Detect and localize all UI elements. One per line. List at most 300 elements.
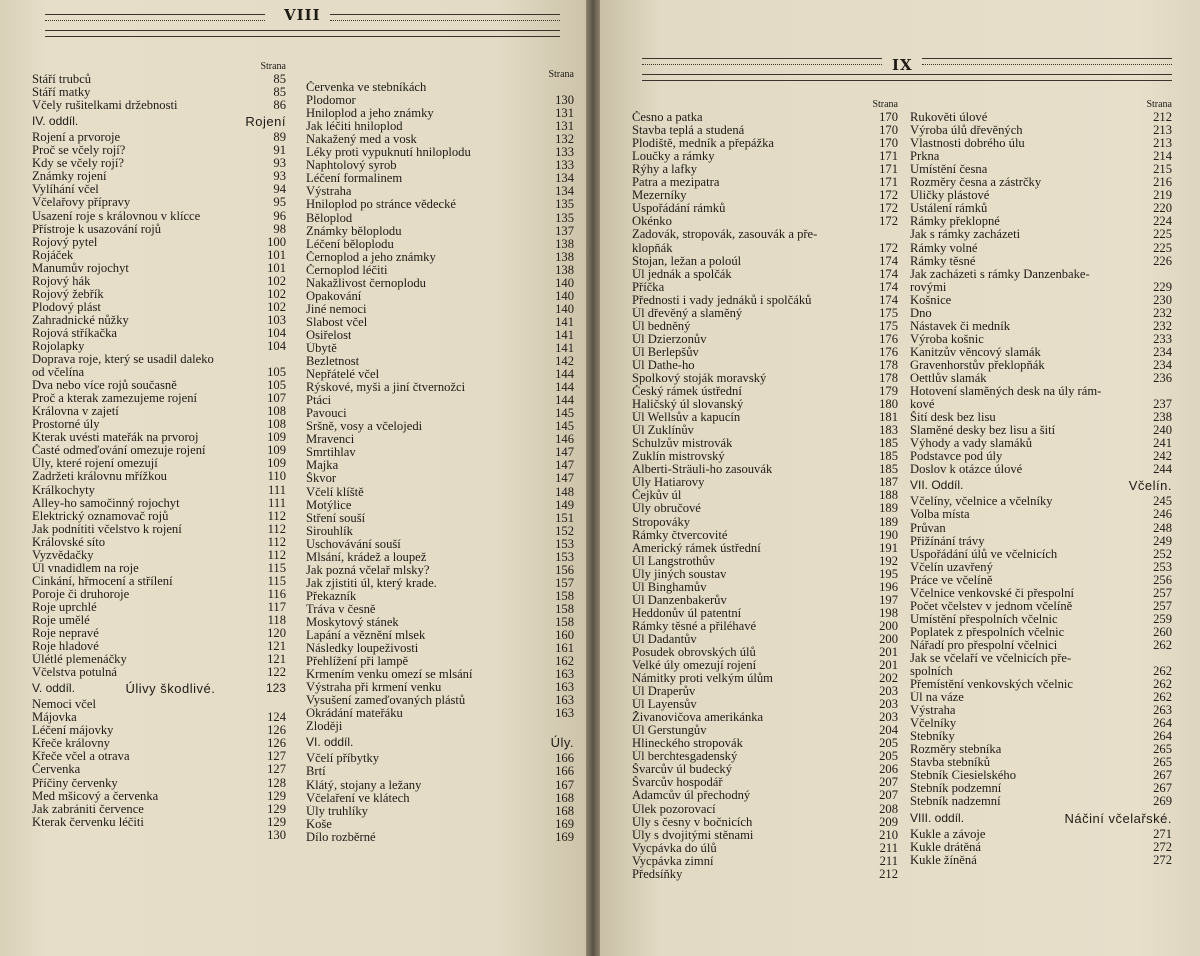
toc-entry — [32, 314, 286, 327]
toc-entry — [32, 470, 286, 483]
entry-title: Úl Dzierzonův — [632, 332, 707, 346]
entry-title: Úl jednák a spolčák — [632, 267, 732, 281]
header-rule — [642, 80, 1172, 81]
entry-title: Výroba košnic — [910, 332, 984, 346]
toc-entry — [306, 486, 574, 499]
page-ref: 197 — [879, 592, 898, 607]
toc-entry — [32, 353, 286, 366]
toc-entry — [32, 444, 286, 457]
toc-entry — [910, 769, 1172, 782]
entry-title: Včelín uzavřený — [910, 560, 993, 574]
toc-entry — [306, 342, 574, 355]
page-ref: 211 — [879, 840, 898, 855]
entry-title: Mezerníky — [632, 189, 687, 203]
entry-title: Následky loupeživosti — [306, 642, 419, 656]
page-ref: 127 — [267, 762, 286, 777]
entry-title: Pavouci — [306, 407, 347, 421]
toc-entry — [910, 782, 1172, 795]
toc-entry — [32, 829, 286, 842]
page-ref: 174 — [879, 279, 898, 294]
toc-entry — [632, 842, 898, 855]
entry-title: Stebník nadzemní — [910, 795, 1001, 809]
entry-title: Hniloplod po stránce vědecké — [306, 198, 457, 212]
toc-entry — [910, 548, 1172, 561]
page-ref: 170 — [879, 136, 898, 151]
entry-title: Poroje či druhoroje — [32, 587, 130, 601]
toc-entry — [910, 561, 1172, 574]
toc-entry — [910, 189, 1172, 202]
toc-entry — [306, 720, 574, 733]
entry-title: Vycpávka zimní — [632, 854, 714, 868]
page-ref: 129 — [267, 801, 286, 816]
entry-title: Včelstva potulná — [32, 666, 117, 680]
entry-title: Koše — [306, 817, 332, 831]
page-ref: 94 — [273, 182, 286, 197]
page-ref: 202 — [879, 671, 898, 686]
entry-title: Umístění přespolních včelnic — [910, 612, 1058, 626]
toc-entry — [306, 765, 574, 778]
entry-title: Prostorné úly — [32, 418, 100, 432]
toc-entry — [632, 868, 898, 881]
toc-entry — [32, 750, 286, 763]
toc-entry — [32, 803, 286, 816]
entry-title: Úl bedněný — [632, 319, 691, 333]
toc-entry — [32, 536, 286, 549]
page-ref: 116 — [267, 586, 286, 601]
page-ref: 158 — [555, 588, 574, 603]
entry-title: Časté odmeďování omezuje rojení — [32, 444, 206, 458]
entry-title: Opakování — [306, 289, 362, 303]
toc-entry — [306, 446, 574, 459]
toc-entry — [910, 704, 1172, 717]
page-ref: 161 — [555, 641, 574, 656]
page-ref: 120 — [267, 626, 286, 641]
entry-title: Živanovičova amerikánka — [632, 711, 764, 725]
toc-entry — [306, 120, 574, 133]
page-ref: 166 — [555, 764, 574, 779]
toc-entry — [910, 450, 1172, 463]
entry-title: Stavba stebníků — [910, 756, 991, 770]
entry-title: Rámky volné — [910, 241, 978, 255]
page-ref — [894, 228, 898, 241]
toc-entry — [32, 340, 286, 353]
toc-entry — [632, 816, 898, 829]
toc-entry — [632, 542, 898, 555]
section-title: Úly. — [550, 735, 574, 751]
page-ref: 176 — [879, 331, 898, 346]
toc-entry — [32, 510, 286, 523]
page-ref: 257 — [1153, 598, 1172, 613]
toc-entry — [910, 730, 1172, 743]
section-number: V. oddíl. — [32, 681, 75, 696]
page-ref: 232 — [1153, 318, 1172, 333]
entry-title: Výstraha — [306, 185, 352, 199]
page-ref: 117 — [267, 599, 286, 614]
toc-entry — [632, 829, 898, 842]
entry-title: Spolkový stoják moravský — [632, 371, 767, 385]
page-ref: 201 — [879, 658, 898, 673]
entry-title: Med mšicový a červenka — [32, 789, 159, 803]
entry-title: Motýlice — [306, 498, 352, 512]
toc-entry — [32, 379, 286, 392]
entry-title: Lapání a věznění mlsek — [306, 629, 426, 643]
page-ref: 216 — [1153, 175, 1172, 190]
entry-title: Dva nebo více rojů současně — [32, 379, 177, 393]
entry-title: Krmením venku omezí se mlsání — [306, 668, 473, 682]
entry-title: Švarcův úl budecký — [632, 763, 733, 777]
entry-title: Májovka — [32, 711, 77, 725]
toc-entry — [32, 86, 286, 99]
toc-entry — [632, 750, 898, 763]
toc-entry — [910, 691, 1172, 704]
toc-entry — [632, 333, 898, 346]
entry-title: Podstavce pod úly — [910, 450, 1003, 464]
toc-entry — [910, 626, 1172, 639]
toc-entry — [32, 170, 286, 183]
page-ref: 249 — [1153, 533, 1172, 548]
page-ref: 148 — [555, 484, 574, 499]
page-ref: 141 — [555, 327, 574, 342]
entry-title: Tráva v česně — [306, 602, 376, 616]
entry-title: Úly obručové — [632, 502, 701, 516]
page-ref: 191 — [879, 540, 898, 555]
entry-title: Roje uprchlé — [32, 600, 97, 614]
entry-title: Rojení a prvoroje — [32, 131, 121, 145]
page-ref: 208 — [879, 801, 898, 816]
toc-entry — [632, 855, 898, 868]
entry-title: Rýhy a lafky — [632, 163, 698, 177]
toc-entry — [632, 803, 898, 816]
entry-title: Hotovení slaměných desk na úly rám- — [910, 385, 1102, 399]
entry-title: Sršně, vosy a včelojedi — [306, 420, 423, 434]
toc-entry — [32, 737, 286, 750]
toc-entry — [306, 538, 574, 551]
page-ref: 237 — [1153, 397, 1172, 412]
toc-entry — [632, 659, 898, 672]
toc-entry — [910, 535, 1172, 548]
header-rule — [330, 14, 560, 15]
entry-title: Schulzův mistrovák — [632, 437, 733, 451]
page-ref: 149 — [555, 497, 574, 512]
entry-title: Loučky a rámky — [632, 150, 715, 164]
toc-entry — [306, 185, 574, 198]
toc-entry — [632, 228, 898, 241]
page-ref: 174 — [879, 266, 898, 281]
entry-title: Červenka — [32, 763, 81, 777]
toc-entry — [910, 639, 1172, 652]
page-ref: 225 — [1153, 240, 1172, 255]
entry-title: Předsíňky — [632, 867, 683, 881]
toc-entry — [632, 111, 898, 124]
page-ref: 252 — [1153, 546, 1172, 561]
entry-title: Nástavek či medník — [910, 319, 1011, 333]
page-ref: 200 — [879, 618, 898, 633]
toc-entry — [632, 124, 898, 137]
page-ref: 163 — [555, 693, 574, 708]
toc-entry — [910, 150, 1172, 163]
toc-entry — [910, 215, 1172, 228]
entry-title: Jak se včelaří ve včelnicích pře- — [910, 651, 1072, 665]
toc-entry — [632, 737, 898, 750]
section-number: VI. oddíl. — [306, 735, 354, 750]
entry-title: Česno a patka — [632, 111, 703, 125]
toc-entry — [32, 262, 286, 275]
page-ref: 240 — [1153, 423, 1172, 438]
entry-title: Přednosti i vady jednáků i spolčáků — [632, 293, 812, 307]
toc-entry — [632, 450, 898, 463]
toc-entry — [32, 523, 286, 536]
page-ref: 137 — [555, 223, 574, 238]
page-ref: 211 — [879, 853, 898, 868]
entry-title: Přemístění venkovských včelnic — [910, 678, 1073, 692]
entry-title: Kterak uvésti mateřák na prvoroj — [32, 431, 199, 445]
page-ref: 147 — [555, 445, 574, 460]
entry-title: Úly truhlíky — [306, 804, 368, 818]
page-ref: 203 — [879, 684, 898, 699]
page-ref: 171 — [879, 149, 898, 164]
page-ref: 214 — [1153, 149, 1172, 164]
toc-entry — [632, 633, 898, 646]
entry-title: od včelína — [32, 366, 85, 380]
page-ref: 98 — [273, 221, 286, 236]
entry-title: Gravenhorstův překlopňák — [910, 358, 1045, 372]
page-ref: 108 — [267, 417, 286, 432]
page-ref: 264 — [1153, 716, 1172, 731]
toc-entry — [32, 711, 286, 724]
page-ref: 141 — [555, 340, 574, 355]
toc-entry — [910, 437, 1172, 450]
page-ref: 108 — [267, 404, 286, 419]
entry-title: Šití desk bez lisu — [910, 411, 996, 425]
entry-title: Klátý, stojany a ležany — [306, 778, 422, 792]
page-ref: 226 — [1153, 253, 1172, 268]
entry-title: Přižínání trávy — [910, 534, 985, 548]
toc-entry — [632, 698, 898, 711]
toc-entry — [32, 73, 286, 86]
entry-title: Královské síto — [32, 535, 106, 549]
toc-entry — [306, 368, 574, 381]
toc-entry — [632, 385, 898, 398]
entry-title: rovými — [910, 280, 947, 294]
page-ref: 141 — [555, 314, 574, 329]
toc-entry — [32, 392, 286, 405]
entry-title: Výroba úlů dřevěných — [910, 124, 1023, 138]
entry-title: Vlastnosti dobrého úlu — [910, 137, 1025, 151]
header-rule — [45, 36, 560, 37]
toc-entry — [32, 653, 286, 666]
entry-title: Plodový plást — [32, 300, 101, 314]
toc-entry — [910, 268, 1172, 281]
page-ref: 198 — [879, 605, 898, 620]
toc-entry — [632, 137, 898, 150]
header-rule — [45, 14, 265, 15]
toc-entry — [306, 420, 574, 433]
entry-title: Úl Langstrothův — [632, 554, 715, 568]
section-heading — [32, 679, 286, 698]
entry-title: Roje hladové — [32, 640, 99, 654]
entry-title: klopňák — [632, 241, 673, 255]
page-ref: 189 — [879, 501, 898, 516]
entry-title: Heddonův úl patentní — [632, 606, 742, 620]
page-ref: 171 — [879, 175, 898, 190]
toc-entry — [32, 484, 286, 497]
toc-entry — [632, 372, 898, 385]
toc-entry — [306, 792, 574, 805]
toc-entry — [910, 333, 1172, 346]
entry-title: Stojan, ležan a poloúl — [632, 254, 742, 268]
page-ref: 130 — [555, 93, 574, 108]
toc-entry — [632, 607, 898, 620]
page-ref: 241 — [1153, 436, 1172, 451]
toc-entry — [32, 763, 286, 776]
toc-entry — [632, 672, 898, 685]
entry-title: Čejkův úl — [632, 489, 682, 503]
page-ref: 209 — [879, 814, 898, 829]
page-ref: 183 — [879, 423, 898, 438]
toc-entry — [632, 516, 898, 529]
page-ref: 145 — [555, 406, 574, 421]
page-ref: 210 — [879, 827, 898, 842]
entry-title: Úl Dadantův — [632, 632, 697, 646]
toc-entry — [632, 346, 898, 359]
entry-title: Známky běloplodu — [306, 224, 402, 238]
toc-entry — [632, 320, 898, 333]
entry-title: Vycpávka do úlů — [632, 841, 717, 855]
toc-entry — [910, 176, 1172, 189]
entry-title: Králkochyty — [32, 483, 95, 497]
toc-entry — [910, 828, 1172, 841]
page-ref: 174 — [879, 292, 898, 307]
page-ref: 213 — [1153, 123, 1172, 138]
toc-entry — [632, 163, 898, 176]
entry-title: Usazení roje s královnou v klícce — [32, 209, 201, 223]
page-ref: 147 — [555, 458, 574, 473]
toc-entry — [306, 433, 574, 446]
page-ref: 152 — [555, 523, 574, 538]
toc-entry — [910, 574, 1172, 587]
entry-title: Rojolapky — [32, 339, 85, 353]
page-ref: 124 — [267, 710, 286, 725]
toc-entry — [306, 603, 574, 616]
page-ref: 253 — [1153, 559, 1172, 574]
page-ref: 138 — [555, 236, 574, 251]
page-ref: 172 — [879, 240, 898, 255]
entry-title: Úly, které rojení omezují — [32, 457, 158, 471]
entry-title: Rojový pytel — [32, 235, 98, 249]
page-ref: 205 — [879, 749, 898, 764]
page-column-header: Strana — [260, 61, 286, 72]
toc-entry — [306, 818, 574, 831]
toc-entry — [910, 202, 1172, 215]
page-ref: 170 — [879, 110, 898, 125]
toc-entry — [32, 562, 286, 575]
toc-entry — [32, 144, 286, 157]
toc-entry — [32, 131, 286, 144]
entry-title: Proč se včely rojí? — [32, 144, 126, 158]
toc-entry — [632, 176, 898, 189]
page-column-header: Strana — [872, 99, 898, 110]
page-ref: 220 — [1153, 201, 1172, 216]
toc-entry — [32, 327, 286, 340]
entry-title: Haličský úl slovanský — [632, 398, 744, 412]
entry-title: Jiné nemoci — [306, 302, 367, 316]
toc-entry — [632, 476, 898, 489]
page-ref: 167 — [555, 777, 574, 792]
page-ref: 163 — [555, 667, 574, 682]
entry-title: Počet včelstev v jednom včelíně — [910, 599, 1073, 613]
page-ref: 109 — [267, 456, 286, 471]
entry-title: Nemoci včel — [32, 698, 96, 712]
toc-entry — [32, 457, 286, 470]
toc-entry — [632, 424, 898, 437]
section-number: VIII. oddíl. — [910, 810, 965, 825]
entry-title: Uschovávání souší — [306, 537, 401, 551]
page-ref: 93 — [273, 156, 286, 171]
page-ref: 102 — [267, 299, 286, 314]
toc-entry — [32, 249, 286, 262]
entry-title: Plodiště, medník a přepážka — [632, 137, 774, 151]
toc-entry — [306, 290, 574, 303]
page-ref: 205 — [879, 736, 898, 751]
page-ref: 245 — [1153, 494, 1172, 509]
page-ref: 234 — [1153, 357, 1172, 372]
page-ref: 171 — [879, 162, 898, 177]
entry-title: Naphtolový syrob — [306, 159, 397, 173]
entry-title: Prkna — [910, 150, 940, 164]
toc-entry — [306, 303, 574, 316]
page-ref: 86 — [273, 98, 286, 113]
toc-entry — [632, 294, 898, 307]
toc-entry — [306, 146, 574, 159]
toc-entry — [32, 816, 286, 829]
page-ref: 115 — [267, 560, 286, 575]
toc-entry — [910, 398, 1172, 411]
toc-entry — [306, 277, 574, 290]
page-ref: 129 — [267, 814, 286, 829]
toc-entry — [910, 294, 1172, 307]
page-ref: 174 — [879, 253, 898, 268]
page-ref: 263 — [1153, 703, 1172, 718]
toc-entry — [32, 627, 286, 640]
page-ref: 201 — [879, 644, 898, 659]
page-ref: 212 — [879, 866, 898, 881]
page-ref: 166 — [555, 751, 574, 766]
toc-entry — [632, 711, 898, 724]
entry-title: Okénko — [632, 215, 672, 229]
entry-title: Proč a kterak zamezujeme rojení — [32, 392, 198, 406]
toc-entry — [306, 681, 574, 694]
page-ref: 269 — [1153, 794, 1172, 809]
toc-entry — [32, 724, 286, 737]
page-ref: 121 — [267, 652, 286, 667]
left-page — [0, 0, 586, 956]
toc-entry — [32, 431, 286, 444]
entry-title: Křeče včel a otrava — [32, 750, 130, 764]
entry-title: Včelí klíště — [306, 485, 364, 499]
page-ref: 131 — [555, 106, 574, 121]
page-ref — [1168, 268, 1172, 281]
entry-title: Zahradnické nůžky — [32, 313, 129, 327]
toc-entry — [910, 587, 1172, 600]
page-ref: 232 — [1153, 305, 1172, 320]
entry-title: Alberti-Sträuli-ho zasouvák — [632, 463, 773, 477]
toc-entry — [32, 777, 286, 790]
entry-title: Překazník — [306, 589, 357, 603]
toc-entry — [632, 202, 898, 215]
page-ref: 126 — [267, 723, 286, 738]
page-ref: 100 — [267, 234, 286, 249]
entry-title: Včelnice venkovské či přespolní — [910, 586, 1075, 600]
